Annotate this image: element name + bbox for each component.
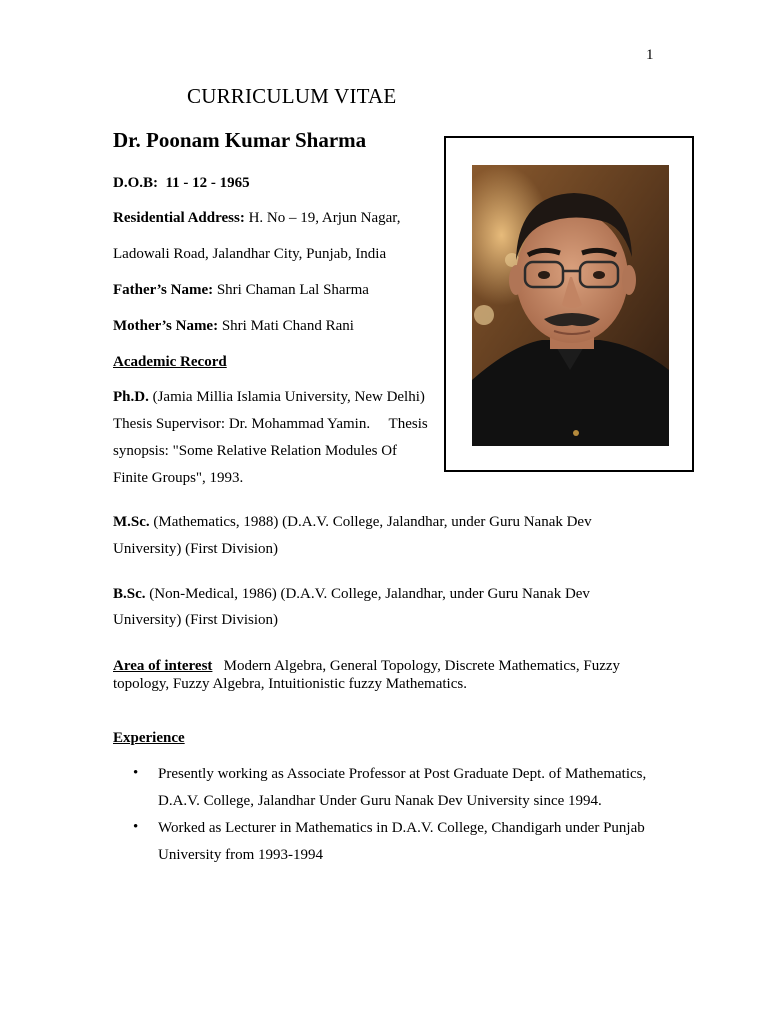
experience-heading: Experience — [113, 730, 185, 746]
dob-value: 11 - 12 - 1965 — [165, 175, 250, 191]
document-title: CURRICULUM VITAE — [187, 84, 397, 108]
interest-line-1: Area of interest Modern Algebra, General Topology, Discrete Mathematics, Fuzzy — [113, 658, 621, 674]
interest-line-2: topology, Fuzzy Algebra, Intuitionistic fuzzy Mathematics. — [113, 676, 467, 692]
interest-heading: Area of interest — [113, 658, 213, 674]
mother-label: Mother’s Name: — [113, 318, 219, 334]
father-name-line — [113, 281, 369, 299]
address-line-2: Ladowali Road, Jalandhar City, Punjab, India — [113, 246, 387, 262]
address-label: Residential Address: — [113, 210, 245, 226]
msc-line-1: M.Sc. (Mathematics, 1988) (D.A.V. College, Jalandhar, under Guru Nanak Dev — [113, 514, 592, 530]
experience-item-1-line-2: D.A.V. College, Jalandhar Under Guru Nanak Dev University since 1994. — [158, 793, 602, 809]
bsc-label: B.Sc. — [113, 586, 146, 602]
address-line-1: Residential Address: H. No – 19, Arjun Nagar, — [113, 210, 401, 226]
person-name: Dr. Poonam Kumar Sharma — [113, 128, 367, 152]
phd-line-4: Finite Groups", 1993. — [113, 470, 244, 486]
msc-line-2: University) (First Division) — [113, 541, 278, 557]
phd-line-3: synopsis: "Some Relative Relation Modules Of — [113, 443, 398, 459]
msc-label: M.Sc. — [113, 514, 150, 530]
father-label: Father’s Name: — [113, 282, 214, 298]
mother-name-line — [113, 317, 354, 335]
dob-line — [113, 174, 250, 192]
bsc-line-1: B.Sc. (Non-Medical, 1986) (D.A.V. College, Jalandhar, under Guru Nanak Dev — [113, 586, 590, 602]
academic-heading: Academic Record — [113, 354, 227, 370]
father-value: Shri Chaman Lal Sharma — [216, 282, 369, 298]
page-number: 1 — [646, 47, 654, 63]
phd-line-2: Thesis Supervisor: Dr. Mohammad Yamin. Thesis — [113, 416, 428, 432]
portrait-photo-icon — [472, 165, 669, 446]
phd-line-1: Ph.D. (Jamia Millia Islamia University, New Delhi) — [113, 389, 425, 405]
bullet-icon: • — [133, 765, 139, 781]
experience-item-1-line-1: Presently working as Associate Professor at Post Graduate Dept. of Mathematics, — [158, 766, 647, 782]
bullet-icon: • — [133, 819, 139, 835]
bsc-line-2: University) (First Division) — [113, 612, 278, 628]
phd-label: Ph.D. — [113, 389, 149, 405]
mother-value: Shri Mati Chand Rani — [221, 318, 354, 334]
experience-item-2-line-2: University from 1993-1994 — [158, 847, 323, 863]
experience-item-2-line-1: Worked as Lecturer in Mathematics in D.A.V. College, Chandigarh under Punjab — [158, 820, 645, 836]
dob-label: D.O.B: — [113, 175, 158, 191]
